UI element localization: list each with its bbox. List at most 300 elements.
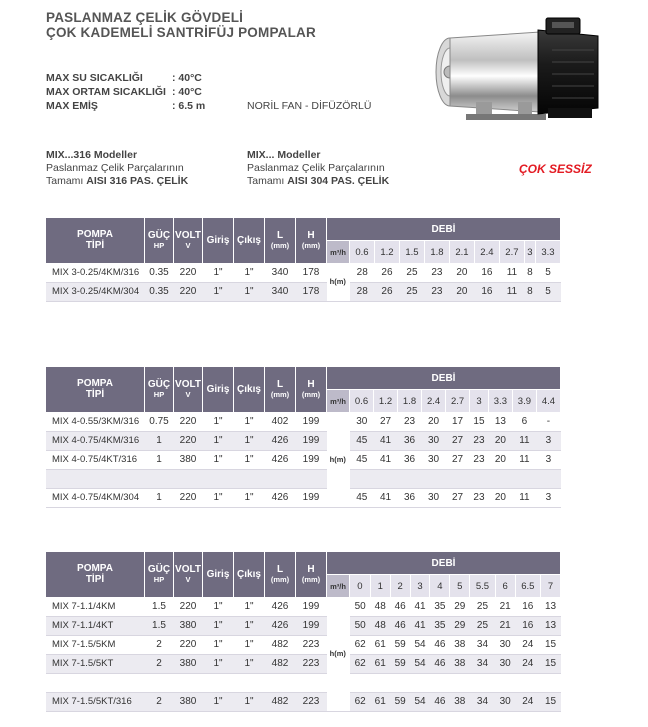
pump-length: 340: [265, 282, 296, 301]
head-value: 20: [449, 263, 474, 282]
pump-voltage: 220: [174, 412, 203, 431]
head-value: 5: [535, 282, 560, 301]
models-316-line2-bold: AISI 316 PAS. ÇELİK: [86, 175, 189, 187]
flow-value: 0.6: [350, 241, 375, 264]
head-value: 25: [399, 263, 424, 282]
flow-unit: m³/h: [327, 575, 350, 598]
head-value: 16: [474, 263, 499, 282]
col-volt: [174, 218, 203, 263]
pump-outlet: 1": [234, 597, 265, 616]
models-304-note: [247, 149, 389, 188]
head-unit: h(m): [327, 263, 350, 301]
head-value: [470, 469, 489, 488]
pump-outlet: 1": [234, 488, 265, 507]
col-l-label: L: [276, 564, 284, 576]
head-value: [446, 469, 470, 488]
head-value: 46: [430, 692, 450, 711]
col-h-label: H: [307, 379, 315, 391]
head-value: 23: [470, 450, 489, 469]
pump-inlet: 1": [203, 263, 234, 282]
head-value: 30: [495, 692, 515, 711]
head-value: [450, 673, 470, 692]
header-row: [46, 367, 561, 390]
col-l-unit: (mm): [270, 390, 290, 400]
spec-ambient-temp-value: : 40°C: [172, 86, 202, 98]
pump-outlet: 1": [234, 692, 265, 711]
flow-value: 4: [430, 575, 450, 598]
flow-value: 3: [410, 575, 430, 598]
head-value: 11: [499, 282, 524, 301]
pump-length: 426: [265, 431, 296, 450]
pump-height: 223: [296, 635, 327, 654]
models-316-line2-pre: Tamamı: [46, 175, 87, 187]
pump-outlet: [234, 673, 265, 692]
pump-inlet: 1": [203, 431, 234, 450]
head-value: 46: [390, 597, 410, 616]
pump-length: 426: [265, 488, 296, 507]
pump-power: 0.35: [145, 263, 174, 282]
col-pompa-tipi: [46, 367, 145, 412]
pump-length: 426: [265, 450, 296, 469]
head-value: 15: [541, 654, 561, 673]
head-value: 29: [450, 616, 470, 635]
spec-suction-label: MAX EMİŞ: [46, 100, 98, 112]
pump-inlet: 1": [203, 450, 234, 469]
pump-outlet: 1": [234, 616, 265, 635]
head-value: 62: [350, 654, 371, 673]
head-value: [398, 469, 422, 488]
head-value: 16: [515, 597, 540, 616]
pump-power: 1: [145, 450, 174, 469]
head-value: 30: [422, 450, 446, 469]
col-l-unit: (mm): [270, 241, 290, 251]
col-volt-label: VOLT: [175, 564, 201, 576]
head-value: 11: [512, 488, 536, 507]
head-value: 23: [398, 412, 422, 431]
head-value: 16: [474, 282, 499, 301]
title-line-2: ÇOK KADEMELİ SANTRİFÜJ POMPALAR: [46, 25, 316, 40]
head-value: 13: [541, 616, 561, 635]
col-guc-label: GÜÇ: [147, 379, 171, 391]
head-value: 48: [370, 616, 390, 635]
col-giris: [203, 552, 234, 597]
flow-value: 1.5: [399, 241, 424, 264]
col-pompa-tipi: [46, 218, 145, 263]
head-value: 24: [515, 654, 540, 673]
head-value: 38: [450, 635, 470, 654]
head-value: 3: [536, 488, 560, 507]
spec-water-temp-label: MAX SU SICAKLIĞI: [46, 72, 143, 84]
head-value: 20: [488, 488, 512, 507]
pump-outlet: 1": [234, 450, 265, 469]
table-row: [46, 673, 561, 692]
col-cikis: [234, 367, 265, 412]
head-value: 28: [350, 282, 375, 301]
col-guc-label: GÜÇ: [147, 230, 171, 242]
head-value: [410, 673, 430, 692]
col-h-unit: (mm): [301, 390, 321, 400]
feature-text: NORİL FAN - DİFÜZÖRLÜ: [247, 100, 372, 112]
head-value: 3: [536, 431, 560, 450]
head-value: 24: [515, 635, 540, 654]
pump-height: [296, 469, 327, 488]
head-value: [515, 673, 540, 692]
pump-height: 223: [296, 654, 327, 673]
col-pompa-label-1: POMPA: [77, 229, 113, 241]
col-cikis-label: Çıkış: [237, 383, 261, 395]
head-value: [495, 673, 515, 692]
head-value: 11: [499, 263, 524, 282]
table-row: [46, 412, 561, 431]
pump-model-name: MIX 7-1.5/5KM: [46, 635, 145, 654]
head-value: 38: [450, 654, 470, 673]
head-value: 45: [350, 450, 374, 469]
head-value: 61: [370, 635, 390, 654]
pump-model-name: MIX 4-0.75/4KM/304: [46, 488, 145, 507]
pump-table-mix4: [46, 367, 561, 508]
pump-voltage: 380: [174, 450, 203, 469]
pump-outlet: 1": [234, 431, 265, 450]
head-value: 46: [390, 616, 410, 635]
pump-power: 2: [145, 692, 174, 711]
pump-outlet: [234, 469, 265, 488]
quiet-badge: ÇOK SESSİZ: [519, 162, 592, 176]
col-cikis-label: Çıkış: [237, 568, 261, 580]
head-value: 46: [430, 654, 450, 673]
pump-outlet: 1": [234, 412, 265, 431]
pump-inlet: 1": [203, 692, 234, 711]
pump-length: [265, 673, 296, 692]
pump-power: 0.35: [145, 282, 174, 301]
head-value: [350, 469, 374, 488]
head-value: 30: [422, 488, 446, 507]
pump-inlet: [203, 469, 234, 488]
col-giris: [203, 367, 234, 412]
table-row: [46, 263, 561, 282]
flow-value: 3: [470, 390, 489, 413]
pump-length: 340: [265, 263, 296, 282]
pump-model-name: MIX 3-0.25/4KM/304: [46, 282, 145, 301]
col-pompa-label-2: TİPİ: [85, 574, 105, 586]
col-pompa-label-2: TİPİ: [85, 240, 105, 252]
head-value: 61: [370, 654, 390, 673]
col-guc: [145, 367, 174, 412]
head-value: 62: [350, 635, 371, 654]
head-value: [430, 673, 450, 692]
head-value: 30: [422, 431, 446, 450]
head-value: 41: [374, 488, 398, 507]
col-debi: DEBİ: [327, 552, 561, 575]
flow-value: 3.3: [535, 241, 560, 264]
table-row: [46, 616, 561, 635]
flow-unit: m³/h: [327, 241, 350, 264]
head-value: 11: [512, 431, 536, 450]
head-value: [512, 469, 536, 488]
pump-power: 2: [145, 654, 174, 673]
head-value: 25: [470, 616, 495, 635]
head-value: 30: [495, 654, 515, 673]
head-value: 50: [350, 597, 371, 616]
flow-value: 5.5: [470, 575, 495, 598]
pump-height: 223: [296, 692, 327, 711]
flow-value: 6: [495, 575, 515, 598]
pump-outlet: 1": [234, 263, 265, 282]
col-pompa-label-1: POMPA: [77, 378, 113, 390]
head-value: 27: [374, 412, 398, 431]
col-guc-unit: HP: [153, 575, 165, 585]
pump-power: 1: [145, 488, 174, 507]
pump-inlet: [203, 673, 234, 692]
head-value: [470, 673, 495, 692]
pump-voltage: 380: [174, 692, 203, 711]
head-value: 11: [512, 450, 536, 469]
pump-power: 1.5: [145, 616, 174, 635]
spec-ambient-temp-label: MAX ORTAM SICAKLIĞI: [46, 86, 166, 98]
head-value: 61: [370, 692, 390, 711]
flow-value: 3.9: [512, 390, 536, 413]
head-value: 8: [524, 282, 535, 301]
head-value: 21: [495, 616, 515, 635]
models-316-note: [46, 149, 188, 188]
flow-value: 3: [524, 241, 535, 264]
models-316-heading: MIX...316 Modeller: [46, 149, 138, 161]
pump-voltage: 220: [174, 282, 203, 301]
pump-length: 482: [265, 654, 296, 673]
col-guc-unit: HP: [153, 390, 165, 400]
head-value: 23: [424, 282, 449, 301]
col-giris-label: Giriş: [206, 234, 230, 246]
models-304-line2-bold: AISI 304 PAS. ÇELİK: [287, 175, 390, 187]
pump-model-name: MIX 7-1.1/4KT: [46, 616, 145, 635]
col-h: [296, 367, 327, 412]
models-304-line2-pre: Tamamı: [247, 175, 288, 187]
head-value: 36: [398, 431, 422, 450]
table-row: [46, 488, 561, 507]
col-guc: [145, 552, 174, 597]
head-value: 54: [410, 635, 430, 654]
head-value: 50: [350, 616, 371, 635]
pump-model-name: [46, 469, 145, 488]
head-value: 30: [350, 412, 374, 431]
head-value: [536, 469, 560, 488]
pump-voltage: 380: [174, 654, 203, 673]
head-value: 25: [470, 597, 495, 616]
head-value: 15: [541, 635, 561, 654]
col-volt-unit: V: [185, 241, 191, 251]
pump-inlet: 1": [203, 488, 234, 507]
header-row: [46, 218, 561, 241]
pump-height: 199: [296, 431, 327, 450]
head-value: 54: [410, 692, 430, 711]
flow-value: 1.8: [398, 390, 422, 413]
pump-voltage: 220: [174, 597, 203, 616]
head-value: 3: [536, 450, 560, 469]
flow-value: 5: [450, 575, 470, 598]
table-row: [46, 450, 561, 469]
head-value: 23: [470, 488, 489, 507]
head-value: 26: [374, 263, 399, 282]
pump-power: 0.75: [145, 412, 174, 431]
flow-value: 7: [541, 575, 561, 598]
col-l: [265, 367, 296, 412]
pump-model-name: MIX 4-0.75/4KM/316: [46, 431, 145, 450]
col-l-unit: (mm): [270, 575, 290, 585]
head-value: 45: [350, 431, 374, 450]
head-value: 38: [450, 692, 470, 711]
pump-voltage: 220: [174, 635, 203, 654]
head-value: 35: [430, 616, 450, 635]
pump-outlet: 1": [234, 654, 265, 673]
col-cikis-label: Çıkış: [237, 234, 261, 246]
col-h-label: H: [307, 564, 315, 576]
pump-model-name: [46, 673, 145, 692]
flow-value: 2.1: [449, 241, 474, 264]
head-value: 36: [398, 488, 422, 507]
flow-value: 1.2: [374, 390, 398, 413]
pump-inlet: 1": [203, 597, 234, 616]
pump-power: 1.5: [145, 597, 174, 616]
pump-inlet: 1": [203, 635, 234, 654]
head-value: [390, 673, 410, 692]
col-volt-unit: V: [185, 390, 191, 400]
col-pompa-label-2: TİPİ: [85, 389, 105, 401]
flow-value: 2.4: [422, 390, 446, 413]
pump-height: 199: [296, 412, 327, 431]
head-value: [374, 469, 398, 488]
head-value: 41: [374, 450, 398, 469]
pump-power: [145, 673, 174, 692]
head-value: 62: [350, 692, 371, 711]
head-value: 48: [370, 597, 390, 616]
head-value: 24: [515, 692, 540, 711]
pump-model-name: MIX 7-1.1/4KM: [46, 597, 145, 616]
pump-power: 2: [145, 635, 174, 654]
pump-inlet: 1": [203, 282, 234, 301]
head-value: 16: [515, 616, 540, 635]
head-value: 28: [350, 263, 375, 282]
head-value: 5: [535, 263, 560, 282]
pump-length: [265, 469, 296, 488]
flow-value: 1.2: [374, 241, 399, 264]
col-l: [265, 218, 296, 263]
pump-power: [145, 469, 174, 488]
pump-length: 482: [265, 692, 296, 711]
pump-height: [296, 673, 327, 692]
head-value: 17: [446, 412, 470, 431]
col-h-unit: (mm): [301, 241, 321, 251]
pump-length: 402: [265, 412, 296, 431]
head-value: 59: [390, 635, 410, 654]
head-value: [541, 673, 561, 692]
col-giris: [203, 218, 234, 263]
head-value: 8: [524, 263, 535, 282]
col-volt: [174, 367, 203, 412]
col-debi: DEBİ: [327, 367, 561, 390]
head-value: 59: [390, 654, 410, 673]
col-h-label: H: [307, 230, 315, 242]
head-value: [370, 673, 390, 692]
models-304-line1: Paslanmaz Çelik Parçalarının: [247, 162, 385, 174]
col-l-label: L: [276, 379, 284, 391]
head-value: 20: [488, 450, 512, 469]
col-volt-label: VOLT: [175, 379, 201, 391]
head-value: 15: [541, 692, 561, 711]
head-value: 59: [390, 692, 410, 711]
head-unit: h(m): [327, 412, 350, 507]
table-row: [46, 282, 561, 301]
col-volt-unit: V: [185, 575, 191, 585]
pump-length: 426: [265, 616, 296, 635]
col-cikis: [234, 218, 265, 263]
col-pompa-tipi: [46, 552, 145, 597]
pump-voltage: 220: [174, 431, 203, 450]
pump-voltage: 220: [174, 488, 203, 507]
head-value: 46: [430, 635, 450, 654]
head-value: 34: [470, 692, 495, 711]
col-l-label: L: [276, 230, 284, 242]
pump-inlet: 1": [203, 616, 234, 635]
head-value: 41: [410, 597, 430, 616]
head-value: 29: [450, 597, 470, 616]
pump-image: [428, 10, 608, 128]
head-value: 25: [399, 282, 424, 301]
pump-height: 199: [296, 450, 327, 469]
pump-model-name: MIX 3-0.25/4KM/316: [46, 263, 145, 282]
head-value: 45: [350, 488, 374, 507]
models-316-line1: Paslanmaz Çelik Parçalarının: [46, 162, 184, 174]
pump-power: 1: [145, 431, 174, 450]
col-debi: DEBİ: [327, 218, 561, 241]
head-unit: h(m): [327, 597, 350, 711]
pump-model-name: MIX 7-1.5/5KT: [46, 654, 145, 673]
head-value: [488, 469, 512, 488]
head-value: 20: [488, 431, 512, 450]
head-value: 35: [430, 597, 450, 616]
col-guc-label: GÜÇ: [147, 564, 171, 576]
head-value: 23: [424, 263, 449, 282]
pump-voltage: 220: [174, 263, 203, 282]
head-value: 20: [422, 412, 446, 431]
head-value: 41: [410, 616, 430, 635]
col-cikis: [234, 552, 265, 597]
table-row: [46, 692, 561, 711]
head-value: [422, 469, 446, 488]
head-value: 6: [512, 412, 536, 431]
col-giris-label: Giriş: [206, 383, 230, 395]
head-value: 15: [470, 412, 489, 431]
pump-model-name: MIX 4-0.55/3KM/316: [46, 412, 145, 431]
head-value: 23: [470, 431, 489, 450]
flow-value: 2.4: [474, 241, 499, 264]
head-value: 27: [446, 488, 470, 507]
pump-length: 482: [265, 635, 296, 654]
head-value: 36: [398, 450, 422, 469]
spec-water-temp-value: : 40°C: [172, 72, 202, 84]
flow-value: 3.3: [488, 390, 512, 413]
col-h: [296, 218, 327, 263]
table-row: [46, 597, 561, 616]
header-row: [46, 552, 561, 575]
head-value: 13: [541, 597, 561, 616]
table-row: [46, 431, 561, 450]
head-value: 27: [446, 450, 470, 469]
pump-voltage: [174, 673, 203, 692]
col-pompa-label-1: POMPA: [77, 563, 113, 575]
flow-value: 6.5: [515, 575, 540, 598]
head-value: 30: [495, 635, 515, 654]
col-volt-label: VOLT: [175, 230, 201, 242]
models-304-heading: MIX... Modeller: [247, 149, 321, 161]
